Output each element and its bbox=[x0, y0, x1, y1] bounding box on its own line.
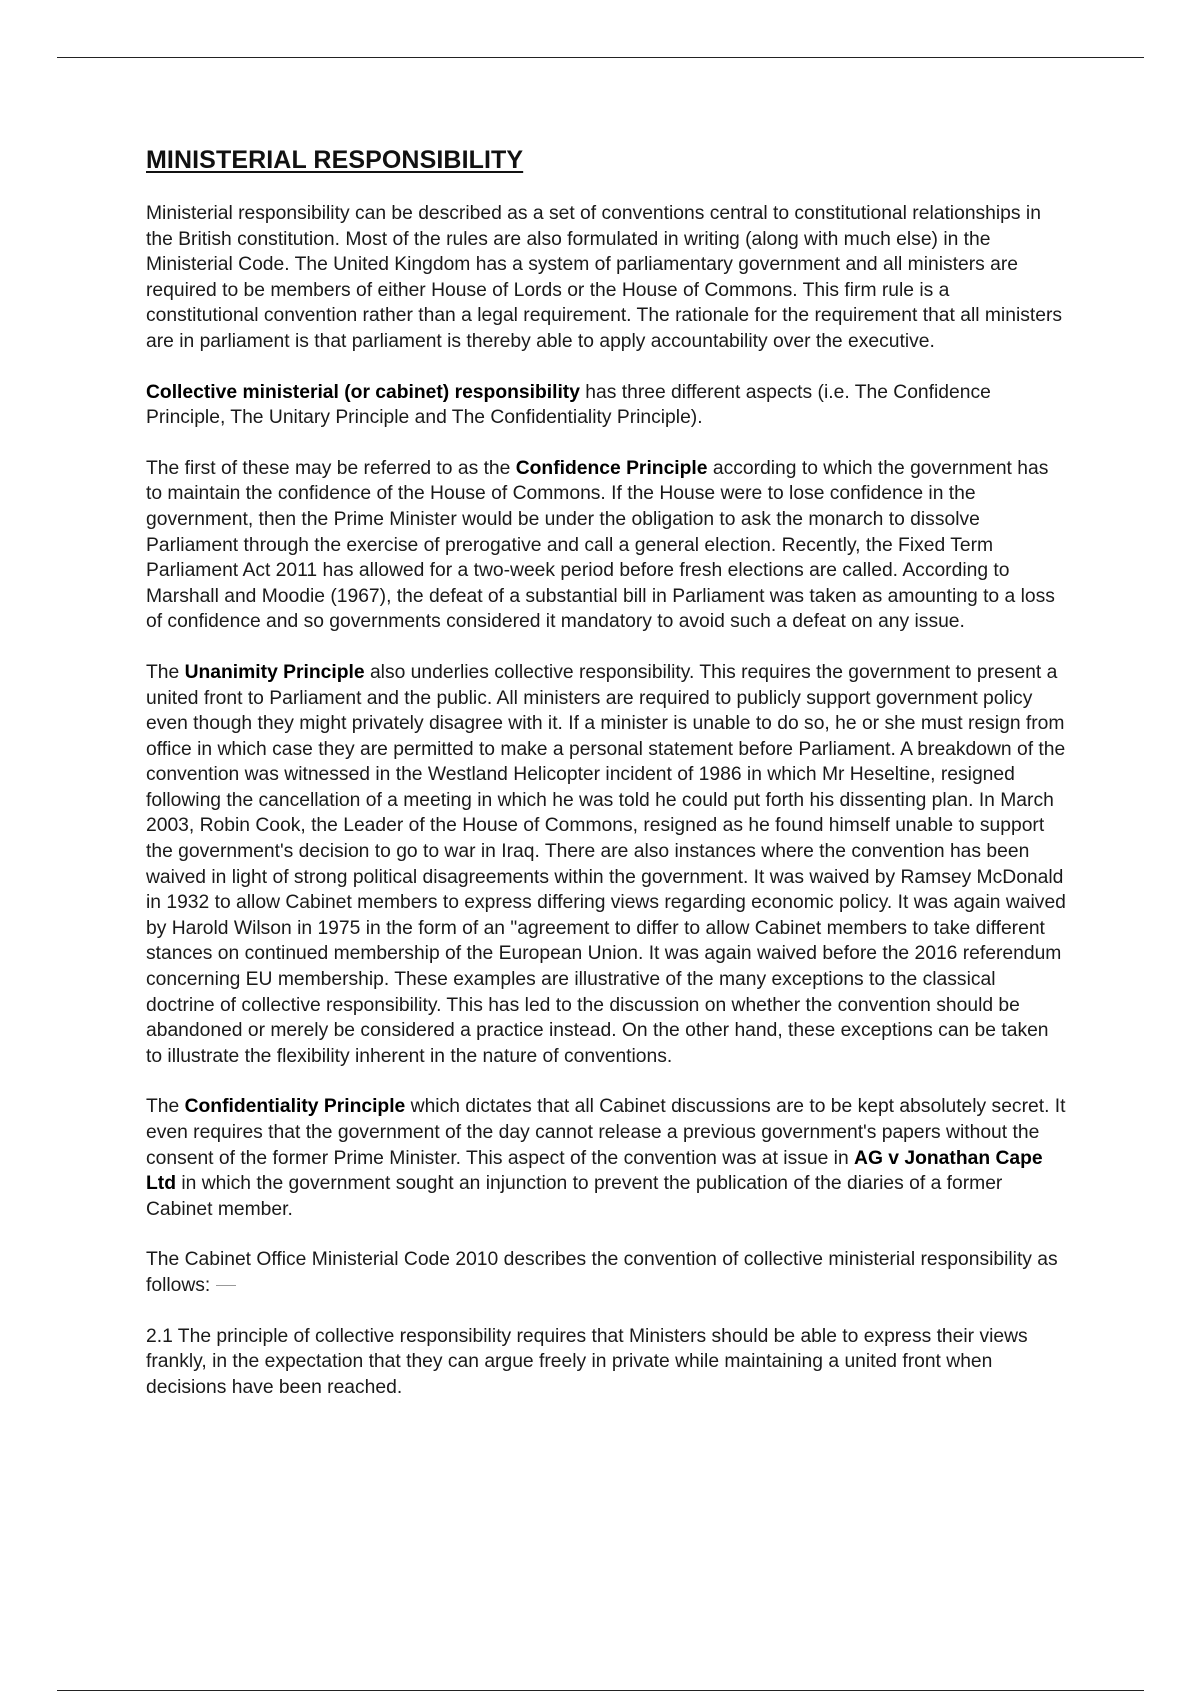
bold-term-unanimity: Unanimity Principle bbox=[184, 661, 365, 683]
paragraph-text: also underlies collective responsibility. This requires the government to present a united front to Parliament and the public. All ministers are required to publicly support government policy even though they might privately disagree with it. If a minister is unable to do so, he or she must resign from office in which case they are permitted to make a personal statement before Parliament. A breakdown of the convention was witnessed in the Westland Helicopter incident of 1986 in which Mr Heseltine, resigned following the cancellation of a meeting in which he was told he could put forth his dissenting plan. In March 2003, Robin Cook, the Leader of the House of Commons, resigned as he found himself unable to support the government's decision to go to war in Iraq. There are also instances where the convention has been waived in light of strong political disagreements within the government. It was waived by Ramsey McDonald in 1932 to allow Cabinet members to express differing views regarding economic policy. It was again waived by Harold Wilson in 1975 in the form of an "agreement to differ to allow Cabinet members to take different stances on continued membership of the European Union. It was again waived before the 2016 referendum concerning EU membership. These examples are illustrative of the many exceptions to the classical doctrine of collective responsibility. This has led to the discussion on whether the convention should be abandoned or merely be considered a practice instead. On the other hand, these exceptions can be taken to illustrate the flexibility inherent in the nature of conventions. bbox=[146, 661, 1066, 1067]
document-body bbox=[146, 146, 1066, 1425]
page-title: MINISTERIAL RESPONSIBILITY bbox=[146, 146, 524, 174]
paragraph-code-2-1: 2.1 The principle of collective responsibility requires that Ministers should be able to express their views frankly, in the expectation that they can argue freely in private while maintaining a united front when decisions have been reached. bbox=[146, 1325, 1028, 1398]
top-rule bbox=[57, 57, 1144, 58]
bold-term-confidentiality: Confidentiality Principle bbox=[184, 1096, 406, 1118]
paragraph-collective bbox=[146, 380, 1066, 431]
paragraph-unanimity bbox=[146, 660, 1066, 1070]
paragraph-confidence bbox=[146, 456, 1066, 635]
bottom-rule bbox=[57, 1690, 1144, 1691]
paragraph-confidentiality bbox=[146, 1094, 1066, 1222]
bold-term-collective: Collective ministerial (or cabinet) responsibility bbox=[146, 381, 580, 403]
paragraph-text: The bbox=[146, 661, 185, 683]
paragraph-text: in which the government sought an injunction to prevent the publication of the diaries of a former Cabinet member. bbox=[146, 1173, 1003, 1220]
paragraph-intro: Ministerial responsibility can be described as a set of conventions central to constitutional relationships in the British constitution. Most of the rules are also formulated in writing (along with much else) in the Ministerial Code. The United Kingdom has a system of parliamentary government and all ministers are required to be members of either House of Lords or the House of Commons. This firm rule is a constitutional convention rather than a legal requirement. The rationale for the requirement that all ministers are in parliament is that parliament is thereby able to apply accountability over the executive. bbox=[146, 203, 1063, 352]
paragraph-text: The bbox=[146, 1096, 185, 1118]
paragraph-ministerial-code bbox=[146, 1247, 1066, 1298]
paragraph-text: The first of these may be referred to as the bbox=[146, 457, 516, 479]
bold-case-name: AG v Jonathan Cape Ltd bbox=[146, 1147, 1043, 1195]
footnote-mark bbox=[216, 1285, 236, 1286]
paragraph-text: has three different aspects (i.e. The Confidence Principle, The Unitary Principle and The Confidentiality Principle). bbox=[146, 381, 991, 429]
bold-term-confidence: Confidence Principle bbox=[515, 457, 708, 479]
paragraph-text: The Cabinet Office Ministerial Code 2010 describes the convention of collective ministerial responsibility as follows: bbox=[146, 1249, 1058, 1296]
paragraph-text: which dictates that all Cabinet discussions are to be kept absolutely secret. It even requires that the government of the day cannot release a previous government's papers without the consent of the former Prime Minister. This aspect of the convention was at issue in bbox=[146, 1096, 1066, 1169]
paragraph-text: according to which the government has to maintain the confidence of the House of Commons. If the House were to lose confidence in the government, then the Prime Minister would be under the obligation to ask the monarch to dissolve Parliament through the exercise of prerogative and call a general election. Recently, the Fixed Term Parliament Act 2011 has allowed for a two-week period before fresh elections are called. According to Marshall and Moodie (1967), the defeat of a substantial bill in Parliament was taken as amounting to a loss of confidence and so governments considered it mandatory to avoid such a defeat on any issue. bbox=[146, 457, 1055, 633]
